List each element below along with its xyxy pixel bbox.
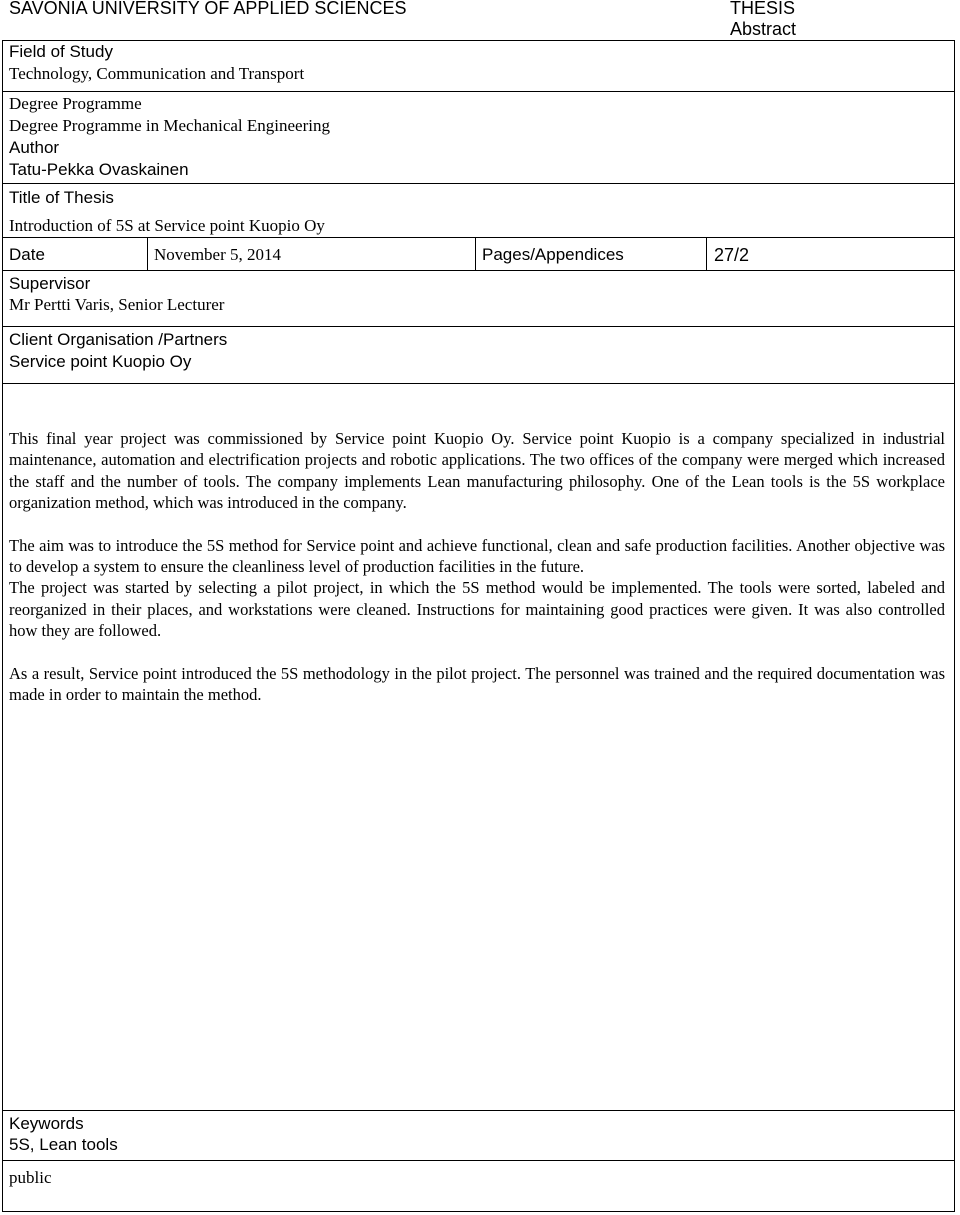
divider (706, 237, 707, 270)
divider (2, 237, 955, 238)
title-of-thesis-value: Introduction of 5S at Service point Kuopio Oy (9, 216, 325, 235)
abstract-body (9, 428, 945, 705)
document-type (730, 0, 796, 40)
divider (2, 1160, 955, 1161)
author-value: Tatu-Pekka Ovaskainen (9, 160, 189, 179)
field-of-study-value: Technology, Communication and Transport (9, 64, 305, 83)
author-label: Author (9, 138, 60, 157)
document-type-title: THESIS (730, 0, 796, 18)
degree-programme-value: Degree Programme in Mechanical Engineering (9, 116, 330, 135)
keywords-label: Keywords (9, 1114, 84, 1133)
keywords-value: 5S, Lean tools (9, 1135, 118, 1154)
divider (2, 326, 955, 327)
title-of-thesis-label: Title of Thesis (9, 188, 114, 207)
abstract-paragraph: The project was started by selecting a pilot project, in which the 5S method would be implemented. The tools were sorted, labeled and reorganized in their places, and workstations were cleaned. Instructions for maintaining good practices were given. It was also controlled how they are followed. (9, 578, 945, 641)
divider (147, 237, 148, 270)
supervisor-value: Mr Pertti Varis, Senior Lecturer (9, 295, 225, 314)
abstract-paragraph: As a result, Service point introduced the 5S methodology in the pilot project. The personnel was trained and the required documentation was made in order to maintain the method. (9, 663, 945, 705)
document-type-subtitle: Abstract (730, 19, 797, 39)
pages-appendices-label: Pages/Appendices (482, 245, 624, 264)
divider (475, 237, 476, 270)
supervisor-label: Supervisor (9, 274, 91, 293)
degree-programme-label: Degree Programme (9, 94, 142, 113)
client-organisation-label: Client Organisation /Partners (9, 330, 228, 349)
pages-appendices-value: 27/2 (714, 245, 750, 265)
institution-name: SAVONIA UNIVERSITY OF APPLIED SCIENCES (9, 0, 407, 18)
divider (2, 383, 955, 384)
divider (2, 270, 955, 271)
divider (2, 1110, 955, 1111)
divider (2, 183, 955, 184)
field-of-study-label: Field of Study (9, 42, 113, 61)
abstract-paragraph: This final year project was commissioned by Service point Kuopio Oy. Service point Kuopio is a company specialized in industrial maintenance, automation and electrification projects and robotic applications. The two offices of the company were merged which increased the staff and the number of tools. The company implements Lean manufacturing philosophy. One of the Lean tools is the 5S workplace organization method, which was introduced in the company. (9, 429, 945, 513)
visibility-status: public (9, 1168, 52, 1187)
date-label: Date (9, 245, 45, 264)
divider (2, 91, 955, 92)
date-value: November 5, 2014 (154, 245, 282, 264)
client-organisation-value: Service point Kuopio Oy (9, 352, 192, 371)
abstract-paragraph: The aim was to introduce the 5S method for Service point and achieve functional, clean and safe production facilities. Another objective was to develop a system to ensure the cleanliness level of production facilities in the future. (9, 535, 945, 577)
